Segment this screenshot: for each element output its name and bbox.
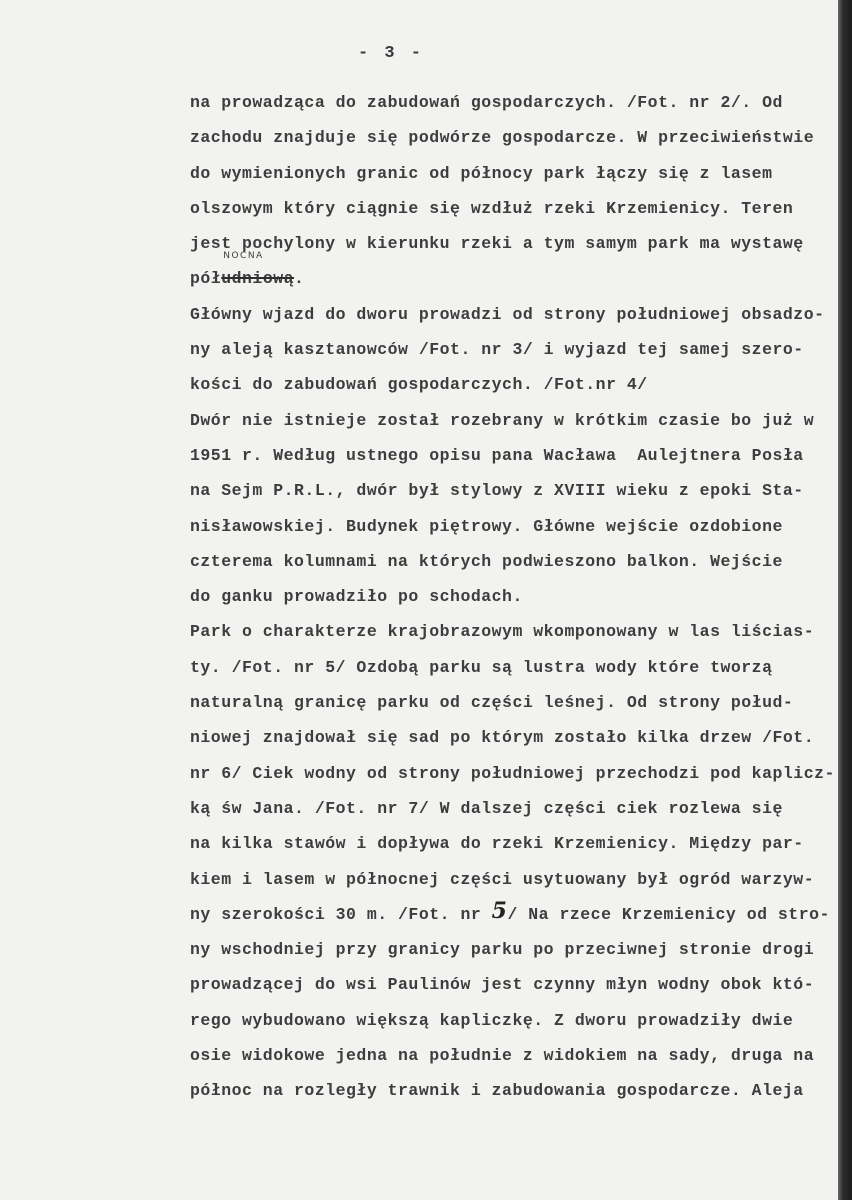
text-line: jest pochylony w kierunku rzeki a tym samym park ma wystawę xyxy=(190,234,804,254)
text-line-annotated xyxy=(190,897,835,932)
text-line: ny wschodniej przy granicy parku po przeciwnej stronie drogi xyxy=(190,940,815,960)
handwritten-digit: 5 xyxy=(491,897,508,924)
text-segment: ny szerokości 30 m. /Fot. nr xyxy=(190,904,492,924)
correction xyxy=(221,251,295,296)
text-line: północ na rozległy trawnik i zabudowania gospodarcze. Aleja xyxy=(190,1081,804,1101)
text-line: do ganku prowadziło po schodach. xyxy=(190,587,523,607)
text-line: do wymienionych granic od północy park łączy się z lasem xyxy=(190,163,773,183)
scan-edge xyxy=(838,0,852,1200)
text-line: naturalną granicę parku od części leśnej. Od strony połud- xyxy=(190,693,794,713)
text-line: zachodu znajduje się podwórze gospodarcze. W przeciwieństwie xyxy=(190,128,815,148)
text-line: olszowym który ciągnie się wzdłuż rzeki Krzemienicy. Teren xyxy=(190,198,794,218)
text-line: czterema kolumnami na których podwieszono balkon. Wejście xyxy=(190,551,783,571)
handwritten-correction: NOCNA xyxy=(223,251,264,262)
text-segment: . xyxy=(294,269,305,289)
text-line: 1951 r. Według ustnego opisu pana Wacława Aulejtnera Posła xyxy=(190,445,804,465)
text-line: na kilka stawów i dopływa do rzeki Krzemienicy. Między par- xyxy=(190,834,804,854)
text-line: ty. /Fot. nr 5/ Ozdobą parku są lustra wody które tworzą xyxy=(190,657,773,677)
text-line: nr 6/ Ciek wodny od strony południowej przechodzi pod kaplicz- xyxy=(190,763,835,783)
text-line: Główny wjazd do dworu prowadzi od strony południowej obsadzo- xyxy=(190,304,825,324)
text-line: osie widokowe jedna na południe z widokiem na sady, druga na xyxy=(190,1046,815,1066)
text-line: na prowadząca do zabudowań gospodarczych. /Fot. nr 2/. Od xyxy=(190,93,783,112)
text-line: na Sejm P.R.L., dwór był stylowy z XVIII wieku z epoki Sta- xyxy=(190,481,804,501)
text-line: ką św Jana. /Fot. nr 7/ W dalszej części ciek rozlewa się xyxy=(190,798,783,818)
text-segment: pół xyxy=(190,269,222,289)
text-line: kiem i lasem w północnej części usytuowany był ogród warzyw- xyxy=(190,869,815,889)
text-line: prowadzącej do wsi Paulinów jest czynny młyn wodny obok któ- xyxy=(190,975,815,995)
text-line: rego wybudowano większą kapliczkę. Z dworu prowadziły dwie xyxy=(190,1010,794,1030)
text-line: Park o charakterze krajobrazowym wkomponowany w las liścias- xyxy=(190,622,815,642)
text-line: Dwór nie istnieje został rozebrany w krótkim czasie bo już w xyxy=(190,410,815,430)
text-line: niowej znajdował się sad po którym zostało kilka drzew /Fot. xyxy=(190,728,815,748)
page-number: - 3 - xyxy=(358,44,425,63)
typewritten-text xyxy=(190,85,835,1109)
text-segment: / Na rzece Krzemienicy od stro- xyxy=(507,904,830,924)
text-line-corrected xyxy=(190,251,835,296)
text-line: nisławowskiej. Budynek piętrowy. Główne wejście ozdobione xyxy=(190,516,783,536)
text-line: kości do zabudowań gospodarczych. /Fot.nr 4/ xyxy=(190,375,648,395)
text-line: ny aleją kasztanowców /Fot. nr 3/ i wyjazd tej samej szero- xyxy=(190,340,804,360)
struck-text: udniową xyxy=(221,269,295,289)
